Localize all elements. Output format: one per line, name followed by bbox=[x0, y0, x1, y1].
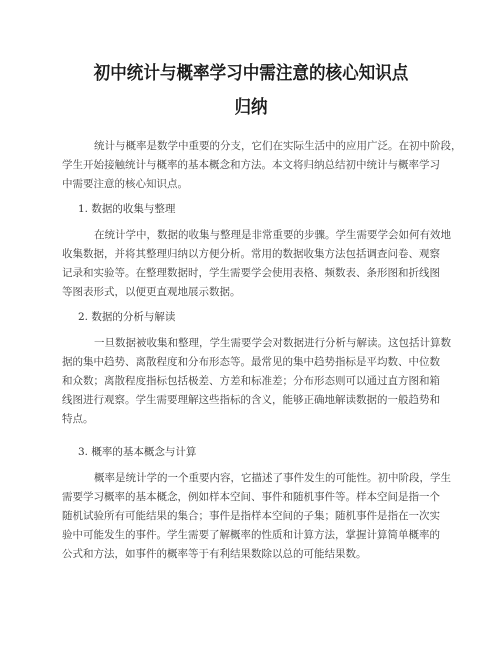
section-line: 收集数据，并将其整理归纳以方便分析。常用的数据收集方法包括调查问卷、观察 bbox=[62, 248, 440, 260]
document-title-line-2: 归纳 bbox=[234, 97, 268, 118]
section-line: 随机试验所有可能结果的集合；事件是指样本空间的子集；随机事件是指在一次实 bbox=[62, 510, 440, 522]
section-line: 记录和实验等。在整理数据时，学生需要学会使用表格、频数表、条形图和折线图 bbox=[62, 267, 440, 279]
section-line: 概率是统计学的一个重要内容，它描述了事件发生的可能性。初中阶段，学生 bbox=[94, 472, 451, 484]
section-line: 一旦数据被收集和整理，学生需要学会对数据进行分析与解读。这包括计算数 bbox=[94, 337, 451, 349]
section-line: 据的集中趋势、离散程度和分布形态等。最常见的集中趋势指标是平均数、中位数 bbox=[62, 356, 440, 368]
section-line: 公式和方法，如事件的概率等于有利结果数除以总的可能结果数。 bbox=[62, 548, 367, 560]
section-line: 在统计学中，数据的收集与整理是非常重要的步骤。学生需要学会如何有效地 bbox=[94, 229, 451, 241]
intro-line: 学生开始接触统计与概率的基本概念和方法。本文将归纳总结初中统计与概率学习 bbox=[62, 159, 440, 171]
document-title-line-1: 初中统计与概率学习中需注意的核心知识点 bbox=[93, 63, 409, 84]
section-line: 等图表形式，以便更直观地展示数据。 bbox=[62, 286, 241, 298]
section-line: 线图进行观察。学生需要理解这些指标的含义，能够正确地解读数据的一般趋势和 bbox=[62, 394, 440, 406]
section-line: 验中可能发生的事件。学生需要了解概率的性质和计算方法，掌握计算简单概率的 bbox=[62, 529, 440, 541]
section-heading: 1. 数据的收集与整理 bbox=[78, 203, 176, 215]
section-line: 需要学习概率的基本概念，例如样本空间、事件和随机事件等。样本空间是指一个 bbox=[62, 491, 440, 503]
section-heading: 3. 概率的基本概念与计算 bbox=[78, 446, 197, 458]
intro-line: 中需要注意的核心知识点。 bbox=[62, 178, 188, 190]
intro-line: 统计与概率是数学中重要的分支，它们在实际生活中的应用广泛。在初中阶段， bbox=[94, 140, 462, 152]
section-line: 和众数；离散程度指标包括极差、方差和标准差；分布形态则可以通过直方图和箱 bbox=[62, 375, 440, 387]
section-line: 特点。 bbox=[62, 413, 94, 425]
section-heading: 2. 数据的分析与解读 bbox=[78, 311, 176, 323]
